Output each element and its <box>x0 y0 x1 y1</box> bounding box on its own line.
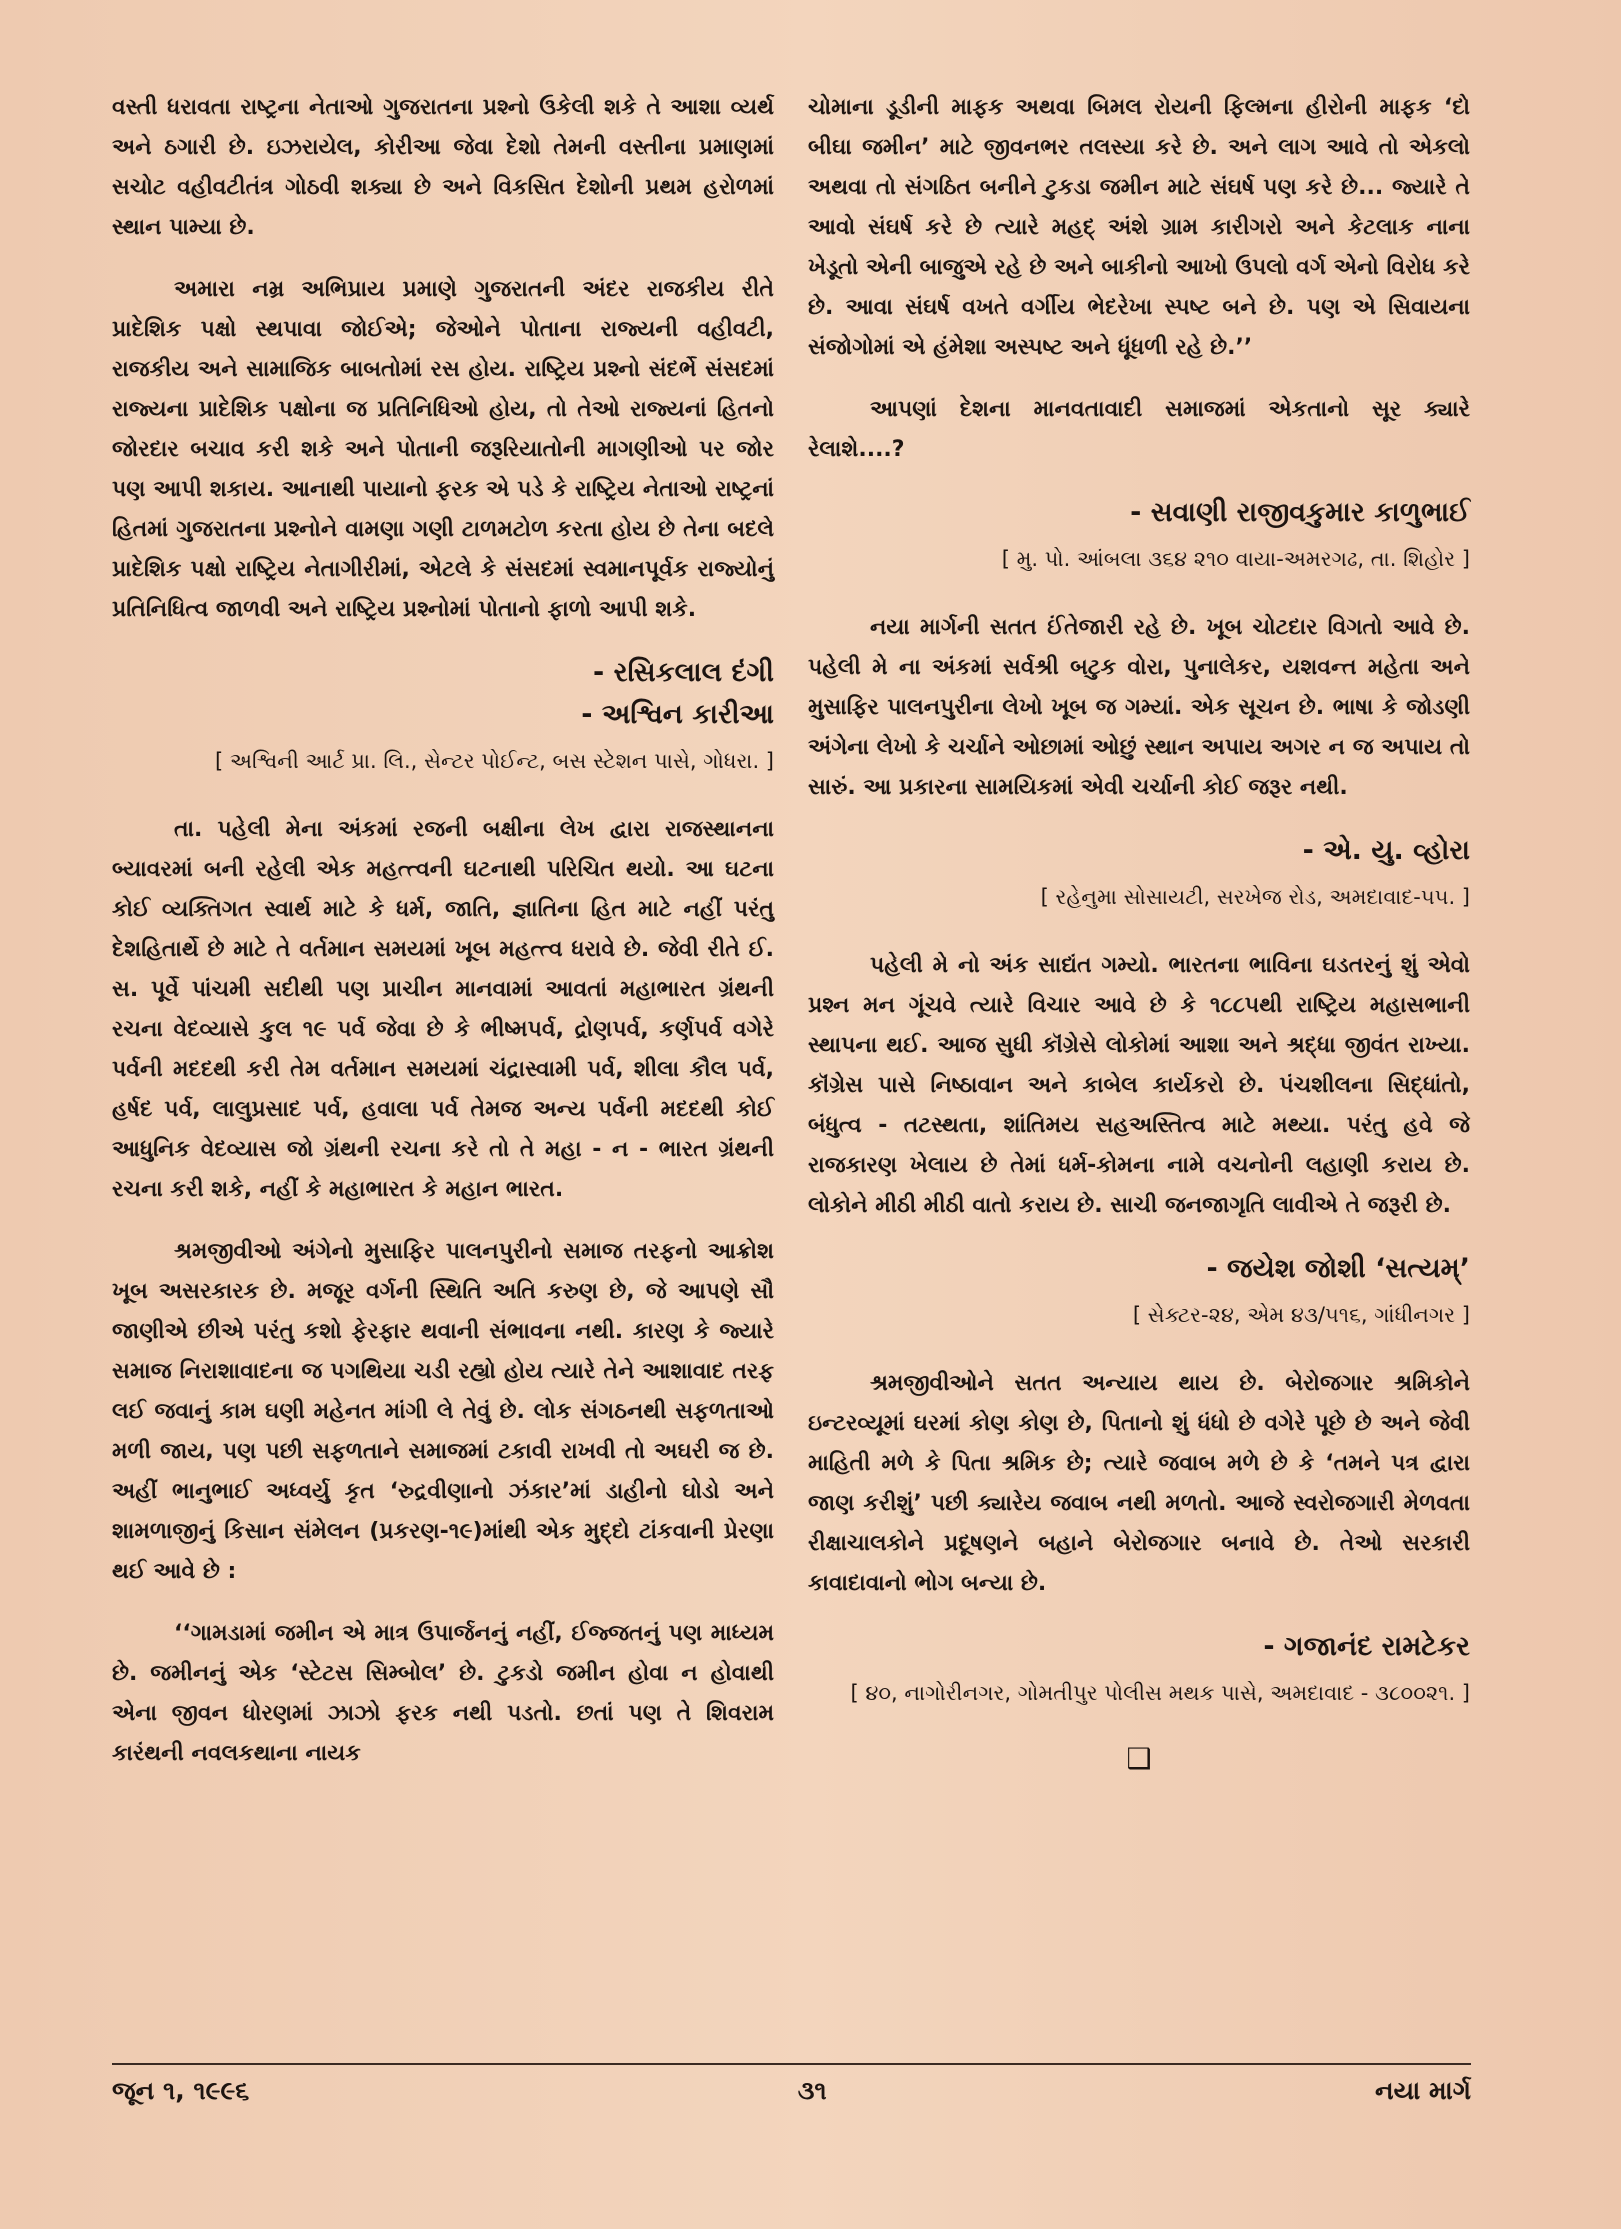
address: [ અશ્વિની આર્ટ પ્રા. લિ., સેન્ટર પોઈન્ટ, બસ સ્ટેશન પાસે, ગોધરા. ] <box>215 749 774 773</box>
signature: - ગજાનંદ રામટેકર <box>1263 1631 1470 1662</box>
quote-paragraph: ‘‘ગામડામાં જમીન એ માત્ર ઉપાર્જનનું નહીં, ઈજ્જતનું પણ માધ્યમ છે. જમીનનું એક ‘સ્ટેટસ સિમ્બોલ’ છે. ટુકડો જમીન હોવા ન હોવાથી એના જીવન ધોરણમાં ઝાઝો ફરક નથી પડતો. છતાં પણ તે શિવરામ કારંથની નવલકથાના નાયક <box>112 1621 774 1766</box>
address: [ રહેનુમા સોસાયટી, સરખેજ રોડ, અમદાવાદ-૫૫. ] <box>1040 885 1470 909</box>
letter-paragraph: વસ્તી ધરાવતા રાષ્ટ્રના નેતાઓ ગુજરાતના પ્રશ્નો ઉકેલી શકે તે આશા વ્યર્થ અને ઠગારી છે. ઇઝરાયેલ, કોરીઆ જેવા દેશો તેમની વસ્તીના પ્રમાણમાં સચોટ વહીવટીતંત્ર ગોઠવી શક્યા છે અને વિકસિત દેશોની પ્રથમ હરોળમાં સ્થાન પામ્યા છે. <box>112 95 774 240</box>
letter-paragraph: શ્રમજીવીઓ અંગેનો મુસાફિર પાલનપુરીનો સમાજ તરફનો આક્રોશ ખૂબ અસરકારક છે. મજૂર વર્ગની સ્થિતિ અતિ કરુણ છે, જે આપણે સૌ જાણીએ છીએ પરંતુ કશો ફેરફાર થવાની સંભાવના નથી. કારણ કે જ્યારે સમાજ નિરાશાવાદના જ પગથિયા ચડી રહ્યો હોય ત્યારે તેને આશાવાદ તરફ લઈ જવાનું કામ ઘણી મહેનત માંગી લે તેવું છે. લોક સંગઠનથી સફળતાઓ મળી જાય, પણ પછી સફળતાને સમાજમાં ટકાવી રાખવી તો અઘરી જ છે. અહીં ભાનુભાઈ અધ્વર્યુ કૃત ‘રુદ્રવીણાનો ઝંકાર’માં ડાહીનો ઘોડો અને શામળાજીનું કિસાન સંમેલન (પ્રકરણ-૧૯)માંથી એક મુદ્દો ટાંકવાની પ્રેરણા થઈ આવે છે : <box>112 1239 774 1584</box>
signature: - અશ્વિન કારીઆ <box>581 699 774 730</box>
address: [ સેક્ટર-૨૪, એમ ૪૩/૫૧૬, ગાંધીનગર ] <box>1132 1303 1470 1327</box>
magazine-name: નયા માર્ગ <box>1375 2076 1471 2105</box>
page-number: ૩૧ <box>797 2076 827 2105</box>
right-column <box>808 88 1470 1775</box>
letter-paragraph: શ્રમજીવીઓને સતત અન્યાય થાય છે. બેરોજગાર શ્રમિકોને ઇન્ટરવ્યૂમાં ઘરમાં કોણ કોણ છે, પિતાનો શું ધંધો છે વગેરે પૂછે છે અને જેવી માહિતી મળે કે પિતા શ્રમિક છે; ત્યારે જવાબ મળે છે કે ‘તમને પત્ર દ્વારા જાણ કરીશું’ પછી ક્યારેય જવાબ નથી મળતો. આજે સ્વરોજગારી મેળવતા રીક્ષાચાલકોને પ્રદૂષણને બહાને બેરોજગાર બનાવે છે. તેઓ સરકારી કાવાદાવાનો ભોગ બન્યા છે. <box>808 1371 1470 1596</box>
page-footer <box>112 2076 1471 2106</box>
end-mark-icon: ❑ <box>1126 1742 1152 1775</box>
address: [ ૪૦, નાગોરીનગર, ગોમતીપુર પોલીસ મથક પાસે, અમદાવાદ - ૩૮૦૦૨૧. ] <box>850 1681 1470 1705</box>
letter-paragraph: નયા માર્ગની સતત ઈંતેજારી રહે છે. ખૂબ ચોટદાર વિગતો આવે છે. પહેલી મે ના અંકમાં સર્વશ્રી બટુક વોરા, પુનાલેકર, યશવન્ત મહેતા અને મુસાફિર પાલનપુરીના લેખો ખૂબ જ ગમ્યાં. એક સૂચન છે. ભાષા કે જોડણી અંગેના લેખો કે ચર્ચાને ઓછામાં ઓછું સ્થાન અપાય અગર ન જ અપાય તો સારું. આ પ્રકારના સામયિકમાં એવી ચર્ચાની કોઈ જરૂર નથી. <box>808 615 1470 800</box>
letter-paragraph: તા. પહેલી મેના અંકમાં રજની બક્ષીના લેખ દ્વારા રાજસ્થાનના બ્યાવરમાં બની રહેલી એક મહત્ત્વની ઘટનાથી પરિચિત થયો. આ ઘટના કોઈ વ્યક્તિગત સ્વાર્થ માટે કે ધર્મ, જાતિ, જ્ઞાતિના હિત માટે નહીં પરંતુ દેશહિતાર્થે છે માટે તે વર્તમાન સમયમાં ખૂબ મહત્ત્વ ધરાવે છે. જેવી રીતે ઈ. સ. પૂર્વે પાંચમી સદીથી પણ પ્રાચીન માનવામાં આવતાં મહાભારત ગ્રંથની રચના વેદવ્યાસે કુલ ૧૯ પર્વ જેવા છે કે ભીષ્મપર્વ, દ્રોણપર્વ, કર્ણપર્વ વગેરે પર્વની મદદથી કરી તેમ વર્તમાન સમયમાં ચંદ્રાસ્વામી પર્વ, શીલા કૌલ પર્વ, હર્ષદ પર્વ, લાલુપ્રસાદ પર્વ, હવાલા પર્વ તેમજ અન્ય પર્વની મદદથી કોઈ આધુનિક વેદવ્યાસ જો ગ્રંથની રચના કરે તો તે મહા - ન - ભારત ગ્રંથની રચના કરી શકે, નહીં કે મહાભારત કે મહાન ભારત. <box>112 817 774 1202</box>
letter-paragraph: પહેલી મે નો અંક સાદ્યંત ગમ્યો. ભારતના ભાવિના ઘડતરનું શું એવો પ્રશ્ન મન ગૂંચવે ત્યારે વિચાર આવે છે કે ૧૮૮૫થી રાષ્ટ્રિય મહાસભાની સ્થાપના થઈ. આજ સુધી કૉંગ્રેસે લોકોમાં આશા અને શ્રદ્ધા જીવંત રાખ્યા. કૉંગ્રેસ પાસે નિષ્ઠાવાન અને કાબેલ કાર્યકરો છે. પંચશીલના સિદ્ધાંતો, બંધુત્વ - તટસ્થતા, શાંતિમય સહઅસ્તિત્વ માટે મથ્યા. પરંતુ હવે જે રાજકારણ ખેલાય છે તેમાં ધર્મ-કોમના નામે વચનોની લહાણી કરાય છે. લોકોને મીઠી મીઠી વાતો કરાય છે. સાચી જનજાગૃતિ લાવીએ તે જરૂરી છે. <box>808 953 1470 1218</box>
left-column <box>112 88 774 1796</box>
letter-paragraph: આપણાં દેશના માનવતાવાદી સમાજમાં એકતાનો સૂર ક્યારે રેલાશે....? <box>808 397 1470 462</box>
signature: - સવાણી રાજીવકુમાર કાળુભાઈ <box>1130 497 1470 528</box>
footer-divider <box>112 2063 1471 2065</box>
signature: - એ. યુ. વ્હોરા <box>1302 835 1470 866</box>
signature: - રસિકલાલ દંગી <box>593 657 774 688</box>
issue-date: જૂન ૧, ૧૯૯૬ <box>112 2076 250 2105</box>
address: [ મુ. પો. આંબલા ૩૬૪ ૨૧૦ વાયા-અમરગઢ, તા. શિહોર ] <box>1001 547 1470 571</box>
signature: - જયેશ જોશી ‘સત્યમ્’ <box>1206 1253 1470 1284</box>
quote-paragraph: ચોમાના ડૂડીની માફક અથવા બિમલ રોયની ફિલ્મના હીરોની માફક ‘દો બીઘા જમીન’ માટે જીવનભર તલસ્યા કરે છે. અને લાગ આવે તો એકલો અથવા તો સંગઠિત બનીને ટુકડા જમીન માટે સંઘર્ષ પણ કરે છે... જ્યારે તે આવો સંઘર્ષ કરે છે ત્યારે મહદ્ અંશે ગ્રામ કારીગરો અને કેટલાક નાના ખેડૂતો એની બાજુએ રહે છે અને બાકીનો આખો ઉપલો વર્ગ એનો વિરોધ કરે છે. આવા સંઘર્ષ વખતે વર્ગીય ભેદરેખા સ્પષ્ટ બને છે. પણ એ સિવાયના સંજોગોમાં એ હંમેશા અસ્પષ્ટ અને ધૂંધળી રહે છે.’’ <box>808 95 1470 360</box>
letter-paragraph: અમારા નમ્ર અભિપ્રાય પ્રમાણે ગુજરાતની અંદર રાજકીય રીતે પ્રાદેશિક પક્ષો સ્થપાવા જોઈએ; જેઓને પોતાના રાજ્યની વહીવટી, રાજકીય અને સામાજિક બાબતોમાં રસ હોય. રાષ્ટ્રિય પ્રશ્નો સંદર્ભે સંસદમાં રાજ્યના પ્રાદેશિક પક્ષોના જ પ્રતિનિધિઓ હોય, તો તેઓ રાજ્યનાં હિતનો જોરદાર બચાવ કરી શકે અને પોતાની જરૂરિયાતોની માગણીઓ પર જોર પણ આપી શકાય. આનાથી પાયાનો ફરક એ પડે કે રાષ્ટ્રિય નેતાઓ રાષ્ટ્રનાં હિતમાં ગુજરાતના પ્રશ્નોને વામણા ગણી ટાળમટોળ કરતા હોય છે તેના બદલે પ્રાદેશિક પક્ષો રાષ્ટ્રિય નેતાગીરીમાં, એટલે કે સંસદમાં સ્વમાનપૂર્વક રાજ્યોનું પ્રતિનિધિત્વ જાળવી અને રાષ્ટ્રિય પ્રશ્નોમાં પોતાનો ફાળો આપી શકે. <box>112 277 774 622</box>
